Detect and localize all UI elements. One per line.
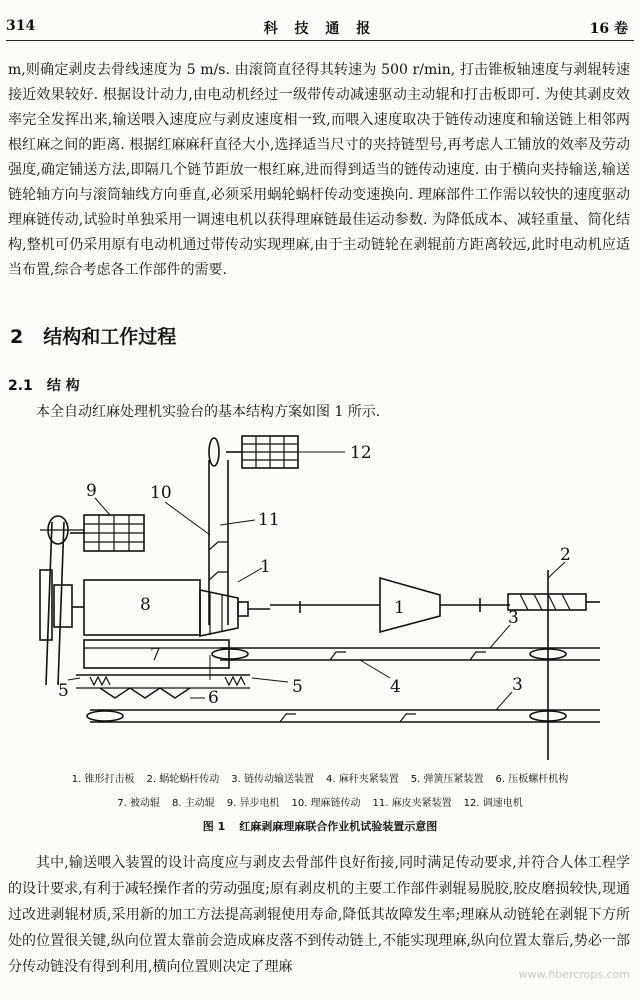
worm-thread — [548, 594, 556, 610]
subsection-title: 结 构 — [46, 378, 80, 394]
section-title: 结构和工作过程 — [43, 326, 177, 348]
callout-5b: 5 — [292, 677, 303, 697]
legend-item: 11. 麻皮夹紧装置 — [372, 798, 452, 809]
caption-label: 图 1 — [202, 820, 226, 833]
figure-intro-text: 本全自动红麻处理机实验台的基本结构方案如图 1 所示. — [36, 404, 381, 420]
legend-item: 1. 锥形打击板 — [71, 774, 135, 785]
callout-leader-9 — [95, 498, 110, 515]
callout-9: 9 — [86, 481, 97, 501]
callout-leader-3a — [490, 625, 510, 648]
callout-1a: 1 — [260, 557, 271, 577]
regulating-motor-sprocket — [209, 438, 219, 466]
worm-thread — [520, 594, 528, 610]
body-paragraph-2: 其中,输送喂入装置的设计高度应与剥皮去骨部件良好衔接,同时满足传动要求,并符合人体工程学的设计要求,有利于减轻操作者的劳动强度;原有剥皮机的主要工作部件剥辊易脱胶,胶皮磨损较快,现通过改进剥辊材质,采用新的加工方法提高剥辊使用寿命,降低其故障发生率;理麻从动链轮在剥辊下方所处的位置很关键,纵向位置太靠前会造成麻皮落不到传动链上,不能实现理麻,纵向位置太靠后,势必一部分传动链没有得到利用,横向位置则决定了理麻 — [8, 855, 630, 975]
callout-3b: 3 — [512, 675, 523, 695]
legend-item: 12. 调速电机 — [463, 798, 523, 809]
watermark: www.fibercrops.com — [518, 968, 630, 981]
legend-item: 7. 被动辊 — [117, 798, 160, 809]
subsection-heading — [8, 375, 80, 395]
cone-hub — [238, 602, 248, 616]
chain-clamp — [400, 714, 416, 722]
callout-11: 11 — [258, 510, 280, 530]
callout-8: 8 — [140, 595, 151, 615]
machine-schematic-figure — [0, 430, 640, 765]
legend-item: 2. 蜗轮蜗杆传动 — [146, 774, 220, 785]
belt-left — [46, 522, 52, 685]
legend-item: 10. 理麻链传动 — [291, 798, 361, 809]
spring-right — [225, 677, 245, 685]
page-header — [0, 0, 640, 40]
cone-striking-plate-2 — [380, 578, 440, 632]
worm-thread — [562, 594, 570, 610]
callout-leader-5b — [252, 678, 288, 682]
belt-right — [58, 522, 64, 685]
callout-6: 6 — [208, 688, 219, 708]
legend-item: 5. 弹簧压紧装置 — [410, 774, 484, 785]
callout-12: 12 — [350, 443, 372, 463]
conveyor-sprocket-lower-left — [87, 711, 123, 721]
regulating-motor-fins — [242, 436, 298, 468]
callout-5a: 5 — [58, 681, 69, 701]
legend-item: 9. 异步电机 — [226, 798, 280, 809]
chain-clamp — [470, 652, 486, 660]
caption-text: 红麻剥麻理麻联合作业机试验装置示意图 — [239, 820, 438, 833]
left-gear-inner — [54, 585, 72, 627]
worm-gear — [508, 594, 586, 610]
cone-striking-plate — [200, 590, 238, 636]
worm-thread — [534, 594, 542, 610]
conveyor-sprocket-left — [212, 649, 248, 659]
section-heading — [10, 322, 176, 349]
callout-leader-1a — [238, 568, 262, 582]
figure-caption — [0, 818, 640, 834]
callout-4: 4 — [390, 677, 401, 697]
subsection-number: 2.1 — [8, 378, 33, 394]
press-screw-mechanism — [100, 688, 190, 698]
section-number: 2 — [10, 326, 24, 348]
legend-item: 8. 主动辊 — [171, 798, 215, 809]
callout-leader-5a — [68, 678, 80, 680]
callout-3a: 3 — [508, 608, 519, 628]
figure-legend — [0, 770, 640, 818]
page-number: 314 — [6, 18, 36, 34]
legend-row-2 — [0, 794, 640, 809]
callout-leader-4 — [360, 660, 390, 678]
callout-2: 2 — [560, 545, 571, 565]
sorting-chain-tooth — [209, 542, 228, 550]
async-motor-fins — [84, 515, 144, 551]
legend-row-1 — [0, 770, 640, 785]
legend-item: 6. 压板螺杆机构 — [495, 774, 569, 785]
legend-item: 4. 麻秆夹紧装置 — [326, 774, 399, 785]
callout-10: 10 — [150, 483, 172, 503]
volume-label: 16 卷 — [589, 21, 628, 37]
callout-1b: 1 — [394, 598, 405, 618]
body-paragraph-1: m,则确定剥皮去骨线速度为 5 m/s. 由滚筒直径得其转速为 500 r/min, 打击锥板轴速度与剥辊转速接近效果较好. 根据设计动力,由电动机经过一级带传动减速驱动主动辊和打击板即可. 为使其剥皮效率完全发挥出来,输送喂入速度应与剥皮速度相一致,而喂入速度取决于链传动速度和输送链上相邻两根红麻之间的距离. 根据红麻麻秆直径大小,选择适当尺寸的夹持链型号,再考虑人工铺放的效率及劳动强度,确定铺送方法,即隔几个链节距放一根红麻,进而得到适当的链传动速度. 由于横向夹持输送,输送链轮轴方向与滚筒轴线方向垂直,必须采用蜗轮蜗杆传动变速换向. 理麻部件工作需以较快的速度驱动理麻链传动,试验时单独采用一调速电机以获得理麻链最佳运动参数. 为降低成本、减轻重量、简化结构,整机可仍采用原有电动机通过带传动实现理麻,由于主动链轮在剥辊前方距离较远,此时电动机应适当布置,综合考虑各工作部件的需要. — [8, 62, 630, 278]
callout-leader-10 — [165, 502, 210, 535]
legend-item: 3. 链传动输送装置 — [231, 774, 314, 785]
chain-clamp — [330, 652, 346, 660]
chain-clamp — [280, 714, 296, 722]
header-rule — [6, 40, 634, 41]
callout-leader-3b — [496, 692, 512, 710]
callout-leader-11 — [220, 520, 255, 525]
callout-7: 7 — [150, 645, 161, 665]
journal-title: 科 技 通 报 — [263, 21, 377, 37]
sorting-chain-tooth — [209, 572, 228, 580]
spring-left — [90, 677, 110, 685]
